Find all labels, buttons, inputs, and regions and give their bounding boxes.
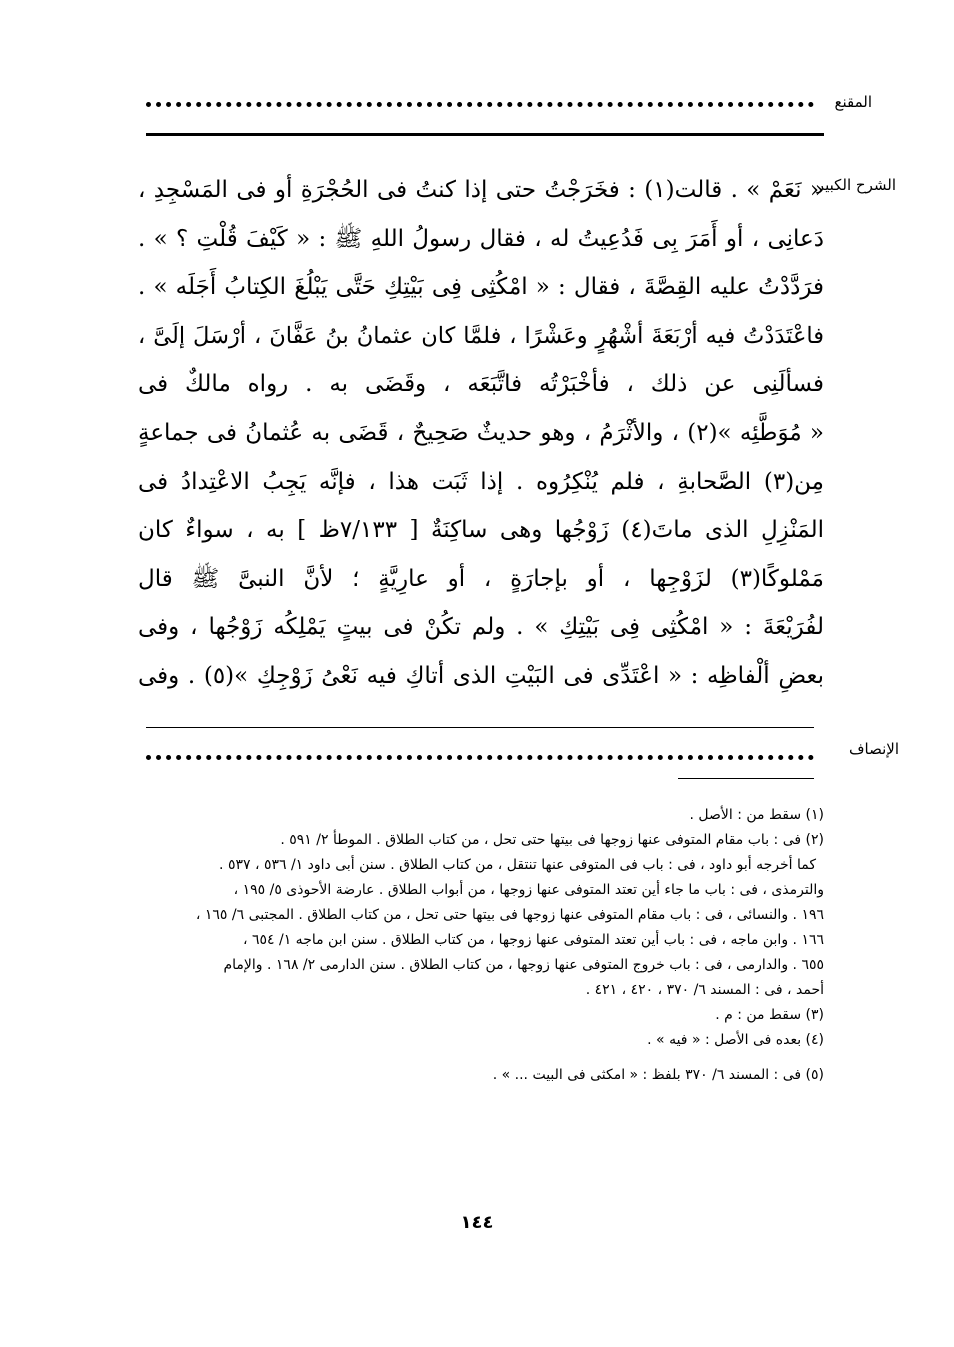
text-line: دَعانِى ، أو أَمَرَ بِى فَدُعِيتُ له ، فقال رسولُ اللهِ ﷺ : « كَيْفَ قُلْتِ ؟ » .	[138, 225, 824, 252]
text-line: فسألَنِى عن ذلك ، فأخْبَرْتُه فاتَّبَعَه ، وقَضَى به . رواه مالكٌ فى	[138, 371, 824, 398]
footnote-2-continuation: ١٦٦ . وابن ماجه ، فى : باب أين تعتد المتوفى عنها زوجها ، من كتاب الطلاق . سنن ابن ماجه ١/ ٦٥٤ ،	[243, 932, 824, 948]
text-line: مَمْلوكًا(٣) لزَوْجِها ، أو بإجارَةٍ ، أو عارِيَّةٍ ؛ لأنَّ النبىَّ ﷺ قال	[138, 565, 824, 592]
footnote-2-continuation: والترمذى ، فى : باب ما جاء أين تعتد المتوفى عنها زوجها ، من أبواب الطلاق . عارضة الأحوذى ٥/ ١٩٥ ،	[233, 882, 824, 898]
footnote-2-continuation: ١٩٦ . والنسائى ، فى : باب مقام المتوفى عنها زوجها فى بيتها حتى تحل ، من كتاب الطلاق . المجتبى ٦/ ١٦٥ ،	[195, 907, 824, 923]
insaf-dotted-divider	[146, 755, 814, 760]
section-label-sharh-kabir: الشرح الكبير	[816, 176, 896, 194]
text-line: « مُوَطَّئِه »(٢) ، والأثْرَمُ ، وهو حديثٌ صَحِيحٌ ، قَضَى به عُثمانُ فى جماعةٍ	[138, 419, 824, 446]
footnote-5: (٥) فى : المسند ٦/ ٣٧٠ بلفظ : « امكثى فى البيت ... » .	[492, 1067, 824, 1083]
footnote-2-continuation: أحمد ، فى : المسند ٦/ ٣٧٠ ، ٤٢٠ ، ٤٢١ .	[585, 982, 824, 998]
insaf-top-rule	[146, 727, 814, 728]
footnote-4: (٤) بعده فى الأصل : « فيه » .	[647, 1032, 824, 1048]
text-line: فرَدَّدْتُ عليه القِصَّةَ ، فقال : « امْكُثِى فِى بَيْتِكِ حَتَّى يَبْلُغَ الكِتابُ أَجَلَه » .	[138, 274, 824, 301]
header-title: المقنع	[834, 93, 872, 111]
header-rule	[146, 133, 824, 136]
text-line: مِن(٣) الصَّحابةِ ، فلم يُنْكِرُوه . إذا ثَبَت هذا ، فإنَّه يَجِبُ الاعْتِدادُ فى	[138, 468, 824, 495]
main-commentary-text	[138, 166, 824, 701]
text-line: المَنْزِلِ الذى ماتَ(٤) زَوْجُها وهى ساكِنَةٌ [ ٧/١٣٣ظ ] به ، سواءٌ كان	[138, 517, 824, 544]
footnote-2: (٢) فى : باب مقام المتوفى عنها زوجها فى بيتها حتى تحل ، من كتاب الطلاق . الموطأ ٢/ ٥٩١ .	[280, 832, 824, 848]
text-line: لفُرَيْعَةَ : « امْكُثِى فِى بَيْتِكِ » . ولم تكُنْ فى بيتٍ يَمْلِكُه زَوْجُها ، وفى	[138, 614, 824, 641]
footnote-2-continuation: كما أخرجه أبو داود ، فى : باب فى المتوفى عنها تنتقل ، من كتاب الطلاق . سنن أبى داود ١/ ٥٣٦ ، ٥٣٧ .	[219, 857, 816, 873]
footnote-1: (١) سقط من : الأصل .	[689, 807, 824, 823]
header-dotted-divider	[146, 102, 814, 107]
footnote-3: (٣) سقط من : م .	[715, 1007, 824, 1023]
section-label-insaf: الإنصاف	[848, 740, 899, 758]
text-line: فاعْتَدَدْتُ فيه أرْبَعَةَ أشْهُرٍ وعَشْرًا ، فلمَّا كان عثمانُ بنُ عَفَّانَ ، أرْسَلَ إلَىَّ ،	[138, 322, 824, 349]
footnotes	[138, 803, 824, 1088]
footnote-separator	[678, 778, 814, 779]
footnote-2-continuation: ٦٥٥ . والدارمى ، فى : باب خروج المتوفى عنها زوجها ، من كتاب الطلاق . سنن الدارمى ٢/ ١٦٨ . والإمام	[223, 957, 824, 973]
text-line: بعضِ ألْفاظِه : « اعْتَدِّى فى البَيْتِ الذى أتاكِ فيه نَعْىُ زَوْجِكِ »(٥) . وفى	[138, 662, 824, 689]
text-line: « نَعَمْ » . قالت(١) : فخَرَجْتُ حتى إذا كنتُ فى الحُجْرَةِ أو فى المَسْجِدِ ،	[138, 177, 824, 203]
page-number: ١٤٤	[460, 1212, 494, 1233]
